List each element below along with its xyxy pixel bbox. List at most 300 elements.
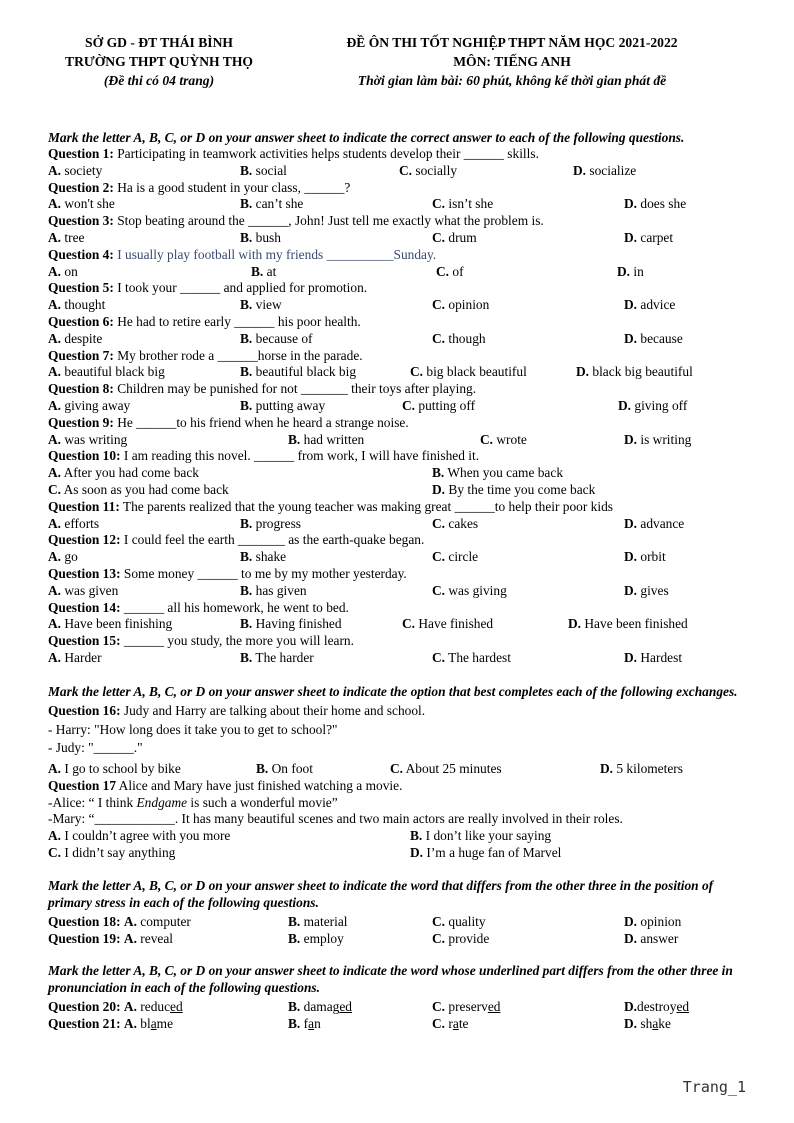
options-row: [48, 163, 748, 180]
option-letter: A.: [48, 515, 62, 531]
answer-option: [48, 196, 115, 213]
answer-option: [576, 364, 693, 381]
question-stem: [48, 448, 748, 465]
option-letter: A.: [123, 913, 137, 929]
option-letter: C.: [432, 649, 446, 665]
option-letter: A.: [123, 1016, 137, 1032]
dialogue-text: -Mary: “: [48, 811, 95, 827]
option-letter: D.: [617, 263, 631, 279]
option-letter: C.: [432, 930, 446, 946]
option-letter: A.: [48, 649, 62, 665]
option-letter: B.: [240, 330, 253, 346]
question-stem: [48, 314, 748, 331]
answer-option: [432, 516, 478, 533]
options-row: [48, 482, 748, 499]
option-letter: B.: [240, 229, 253, 245]
option-text: giving off: [634, 397, 688, 413]
option-letter: C.: [432, 196, 446, 212]
option-letter: C.: [390, 761, 404, 777]
option-text: go: [64, 549, 78, 565]
answer-option: [432, 650, 511, 667]
option-letter: D.: [624, 549, 638, 565]
option-text: Have finished: [418, 616, 494, 632]
option-text: giving away: [64, 397, 131, 413]
option-letter: C.: [48, 845, 62, 861]
answer-option: [48, 931, 173, 948]
question-options-row: [48, 999, 748, 1016]
option-text: answer: [640, 930, 679, 946]
option-letter: B.: [288, 431, 301, 447]
header-right: [318, 33, 706, 90]
section-instruction: Mark the letter A, B, C, or D on your answer sheet to indicate the word whose underlined part differs from the other three in pronunciation in each of the following questions.: [48, 963, 733, 996]
option-text: despite: [64, 330, 103, 346]
options-row: [48, 583, 748, 600]
option-text: though: [448, 330, 486, 346]
answer-option: [432, 482, 595, 499]
option-letter: A.: [48, 431, 62, 447]
question-label: Question 5:: [48, 280, 114, 296]
option-text: reveal: [140, 930, 174, 946]
dialogue-line: [48, 811, 748, 828]
answer-option: [624, 432, 691, 449]
option-letter: A.: [48, 616, 62, 632]
option-letter: D.: [410, 845, 424, 861]
exam-content: [48, 123, 748, 1033]
option-text: employ: [303, 930, 344, 946]
question-label: Question 18:: [48, 913, 121, 929]
answer-option: [600, 761, 683, 778]
underlined-part: a: [150, 1016, 157, 1032]
section-instruction: Mark the letter A, B, C, or D on your answer sheet to indicate the option that best completes each of the following exchanges.: [48, 683, 738, 699]
question-stem: [48, 600, 748, 617]
answer-option: [432, 331, 486, 348]
word-part: damag: [303, 999, 340, 1015]
option-letter: B.: [240, 297, 253, 313]
option-text: advice: [640, 297, 676, 313]
option-letter: A.: [48, 549, 62, 565]
option-letter: A.: [48, 465, 62, 481]
answer-option: [48, 297, 105, 314]
options-row: [48, 828, 748, 845]
answer-option: [432, 931, 489, 948]
answer-option: [48, 845, 175, 862]
option-text: advance: [640, 515, 685, 531]
question-stem: [48, 280, 748, 297]
option-text: is writing: [640, 431, 692, 447]
option-text: society: [64, 162, 103, 178]
options-row: [48, 845, 748, 862]
option-text: Have been finished: [584, 616, 688, 632]
question-text: He had to retire early ______ his poor health.: [113, 313, 361, 329]
word-part: reduc: [140, 999, 171, 1015]
answer-option: [432, 196, 493, 213]
question-stem: [48, 146, 748, 163]
word-part: r: [448, 1016, 453, 1032]
option-text: opinion: [640, 913, 682, 929]
option-letter: A.: [48, 229, 62, 245]
question-stem: [48, 633, 748, 650]
question-text: The parents realized that the young teacher was making great ______to help their poor kids: [119, 498, 614, 514]
option-letter: A.: [48, 297, 62, 313]
option-text: opinion: [448, 297, 490, 313]
question-stem: [48, 703, 748, 720]
question-text: Some money ______ to me by my mother yesterday.: [120, 565, 407, 581]
question-label: Question 19:: [48, 930, 121, 946]
answer-option: [48, 398, 130, 415]
option-letter: D.: [568, 616, 582, 632]
answer-option: [624, 196, 686, 213]
option-text: social: [255, 162, 287, 178]
answer-option: [240, 616, 342, 633]
question-text: Ha is a good student in your class, ______?: [113, 179, 351, 195]
options-row: [48, 650, 748, 667]
question-label: Question 11:: [48, 498, 120, 514]
option-letter: A.: [48, 196, 62, 212]
option-letter: C.: [432, 297, 446, 313]
question-text: My brother rode a ______horse in the parade.: [113, 347, 363, 363]
option-letter: B.: [240, 364, 253, 380]
option-text: tree: [64, 229, 85, 245]
question-label: Question 9:: [48, 414, 114, 430]
word-part: me: [156, 1016, 174, 1032]
option-text: shake: [255, 549, 287, 565]
question-label: Question 14:: [48, 599, 121, 615]
question-text: I usually play football with my friends __________Sunday.: [113, 246, 437, 262]
answer-option: [288, 999, 352, 1016]
option-letter: D.: [624, 582, 638, 598]
option-letter: D.: [624, 913, 638, 929]
option-text: can’t she: [255, 196, 304, 212]
dialogue-text: . It has many beautiful scenes and two main actors are really involved in their roles.: [174, 811, 623, 827]
option-letter: C.: [410, 364, 424, 380]
answer-option: [240, 364, 356, 381]
question-stem: [48, 566, 748, 583]
answer-option: [48, 828, 230, 845]
answer-option: [48, 432, 127, 449]
answer-option: [624, 331, 683, 348]
answer-option: [624, 1016, 671, 1033]
question-options-row: [48, 931, 748, 948]
underlined-part: ed: [339, 999, 352, 1015]
answer-option: [48, 616, 172, 633]
option-text: orbit: [640, 549, 666, 565]
option-text: had written: [303, 431, 365, 447]
option-text: at: [266, 263, 277, 279]
answer-option: [240, 297, 282, 314]
option-letter: B.: [288, 1016, 301, 1032]
question-options-row: [48, 1016, 748, 1033]
option-text: Hardest: [640, 649, 683, 665]
option-text: I don’t like your saying: [425, 828, 552, 844]
option-text: socially: [415, 162, 458, 178]
answer-option: [48, 331, 102, 348]
answer-option: [432, 297, 489, 314]
option-letter: C.: [402, 616, 416, 632]
option-text: By the time you come back: [448, 481, 596, 497]
option-letter: B.: [288, 930, 301, 946]
option-letter: C.: [48, 481, 62, 497]
answer-option: [624, 999, 689, 1016]
underlined-part: a: [652, 1016, 659, 1032]
answer-option: [432, 999, 500, 1016]
option-letter: D.: [624, 229, 638, 245]
exam-title: ĐỀ ÔN THI TỐT NGHIỆP THPT NĂM HỌC 2021-2022: [346, 35, 678, 50]
question-text: Alice and Mary have just finished watching a movie.: [116, 777, 403, 793]
question-stem: [48, 348, 748, 365]
question-stem: [48, 180, 748, 197]
option-text: progress: [255, 515, 302, 531]
option-text: wrote: [496, 431, 527, 447]
answer-option: [48, 465, 199, 482]
option-text: putting away: [255, 397, 326, 413]
answer-option: [48, 516, 99, 533]
answer-option: [240, 398, 325, 415]
option-letter: B.: [240, 549, 253, 565]
option-letter: B.: [410, 828, 423, 844]
question-label: Question 15:: [48, 633, 121, 649]
option-letter: B.: [256, 761, 269, 777]
option-text: has given: [255, 582, 307, 598]
option-text: Harder: [64, 649, 102, 665]
answer-option: [48, 482, 229, 499]
option-text: computer: [140, 913, 191, 929]
option-text: carpet: [640, 229, 674, 245]
answer-option: [256, 761, 313, 778]
option-letter: D.: [600, 761, 614, 777]
answer-option: [410, 845, 561, 862]
option-text: 5 kilometers: [616, 761, 683, 777]
options-row: [48, 616, 748, 633]
answer-option: [432, 583, 507, 600]
option-text: isn’t she: [448, 196, 494, 212]
options-row: [48, 432, 748, 449]
option-letter: D.: [624, 1016, 638, 1032]
option-text: putting off: [418, 397, 476, 413]
option-letter: B.: [432, 465, 445, 481]
option-text: efforts: [64, 515, 100, 531]
question-stem: [48, 213, 748, 230]
answer-option: [251, 264, 276, 281]
answer-option: [573, 163, 636, 180]
option-text: beautiful black big: [255, 364, 357, 380]
option-letter: B.: [288, 999, 301, 1015]
answer-option: [48, 264, 78, 281]
underlined-part: a: [452, 1016, 459, 1032]
option-text: socialize: [589, 162, 637, 178]
dialogue-text: is such a wonderful movie”: [187, 794, 338, 810]
answer-option: [390, 761, 502, 778]
page-count-note: (Đề thi có 04 trang): [103, 73, 215, 88]
option-text: was writing: [64, 431, 128, 447]
answer-option: [410, 364, 527, 381]
option-text: On foot: [271, 761, 313, 777]
option-text: material: [303, 913, 348, 929]
section-instruction: Mark the letter A, B, C, or D on your answer sheet to indicate the correct answer to each of the following questions.: [48, 130, 685, 145]
option-text: provide: [448, 930, 490, 946]
question-text: Stop beating around the ______, John! Just tell me exactly what the problem is.: [113, 213, 544, 229]
option-text: beautiful black big: [64, 364, 165, 380]
page-footer: Trang_1: [682, 1078, 746, 1096]
option-letter: B.: [251, 263, 264, 279]
time-note: Thời gian làm bài: 60 phút, không kể thời gian phát đề: [357, 73, 667, 88]
word-part: bl: [140, 1016, 151, 1032]
answer-option: [240, 196, 303, 213]
option-text: big black beautiful: [426, 364, 527, 380]
answer-option: [624, 230, 673, 247]
answer-option: [480, 432, 527, 449]
option-letter: C.: [432, 330, 446, 346]
department-name: SỞ GD - ĐT THÁI BÌNH: [85, 35, 233, 50]
option-letter: C.: [480, 431, 494, 447]
option-letter: B.: [240, 582, 253, 598]
underlined-part: a: [308, 1016, 315, 1032]
section-gap: [48, 667, 748, 679]
options-row: [48, 264, 748, 281]
question-label: Question 2:: [48, 179, 114, 195]
school-name: TRƯỜNG THPT QUỲNH THỌ: [65, 54, 253, 69]
answer-option: [624, 650, 682, 667]
option-text: cakes: [448, 515, 479, 531]
answer-option: [402, 398, 475, 415]
option-letter: D.: [624, 515, 638, 531]
option-text: I’m a huge fan of Marvel: [426, 845, 562, 861]
option-letter: A.: [48, 397, 62, 413]
question-text: ______ all his homework, he went to bed.: [120, 599, 349, 615]
option-text: was given: [64, 582, 119, 598]
word-part: destroy: [637, 999, 677, 1015]
question-label: Question 1:: [48, 146, 114, 161]
option-letter: B.: [240, 162, 253, 178]
answer-option: [617, 264, 644, 281]
option-text: I couldn’t agree with you more: [64, 828, 231, 844]
dialogue-text: -Alice: “ I think: [48, 794, 137, 810]
option-letter: C.: [432, 913, 446, 929]
word-part: sh: [640, 1016, 653, 1032]
option-text: The hardest: [448, 649, 511, 665]
word-part: ke: [658, 1016, 671, 1032]
question-text: Children may be punished for not _______ their toys after playing.: [113, 381, 477, 397]
option-text: bush: [255, 229, 281, 245]
answer-option: [288, 914, 348, 931]
answer-blank: ____________: [94, 811, 175, 827]
option-text: Having finished: [255, 616, 342, 632]
answer-option: [618, 398, 687, 415]
option-letter: B.: [240, 515, 253, 531]
question-label: Question 6:: [48, 313, 114, 329]
answer-option: [410, 828, 551, 845]
options-row: [48, 230, 748, 247]
options-row: [48, 398, 748, 415]
option-letter: B.: [288, 913, 301, 929]
question-text: I am reading this novel. ______ from work, I will have finished it.: [120, 448, 480, 464]
question-label: Question 17: [48, 777, 117, 793]
section-gap: [48, 862, 748, 873]
answer-option: [48, 230, 84, 247]
option-text: thought: [64, 297, 106, 313]
option-letter: D.: [618, 397, 632, 413]
question-label: Question 4:: [48, 246, 114, 262]
answer-option: [399, 163, 457, 180]
section-gap: [48, 947, 748, 958]
option-letter: C.: [432, 229, 446, 245]
option-letter: C.: [402, 397, 416, 413]
answer-option: [624, 549, 666, 566]
option-text: About 25 minutes: [405, 761, 502, 777]
answer-option: [432, 230, 477, 247]
option-text: black big beautiful: [592, 364, 693, 380]
question-text: Participating in teamwork activities helps students develop their ______ skills.: [113, 146, 539, 161]
option-letter: D.: [624, 330, 638, 346]
underlined-part: ed: [170, 999, 183, 1015]
answer-option: [48, 999, 183, 1016]
question-label: Question 12:: [48, 532, 121, 548]
option-text: on: [64, 263, 78, 279]
answer-option: [240, 583, 307, 600]
option-text: in: [633, 263, 644, 279]
option-letter: C.: [399, 162, 413, 178]
answer-option: [288, 1016, 321, 1033]
question-stem: [48, 381, 748, 398]
option-letter: A.: [48, 263, 62, 279]
option-letter: A.: [48, 828, 62, 844]
options-row: [48, 761, 748, 778]
answer-option: [432, 465, 563, 482]
question-label: Question 20:: [48, 999, 121, 1015]
option-letter: C.: [432, 1016, 446, 1032]
section-instruction: Mark the letter A, B, C, or D on your answer sheet to indicate the word that differs from the other three in the position of primary stress in each of the following questions.: [48, 877, 714, 910]
option-text: When you came back: [447, 465, 564, 481]
word-part: te: [458, 1016, 469, 1032]
answer-option: [624, 583, 669, 600]
answer-option: [240, 549, 286, 566]
question-label: Question 16:: [48, 702, 121, 718]
option-text: view: [255, 297, 282, 313]
dialogue-line: [48, 795, 748, 812]
word-part: preserv: [448, 999, 488, 1015]
option-text: Have been finishing: [64, 616, 173, 632]
option-letter: A.: [48, 330, 62, 346]
option-letter: C.: [432, 515, 446, 531]
question-label: Question 8:: [48, 381, 114, 397]
option-letter: C.: [432, 549, 446, 565]
option-letter: D.: [624, 431, 638, 447]
answer-option: [432, 1016, 468, 1033]
option-letter: B.: [240, 649, 253, 665]
question-label: Question 10:: [48, 448, 121, 464]
option-letter: D.: [624, 930, 638, 946]
question-text: ______ you study, the more you will learn.: [120, 633, 354, 649]
question-stem: [48, 532, 748, 549]
answer-option: [568, 616, 688, 633]
option-letter: D.: [624, 999, 638, 1015]
question-text: Judy and Harry are talking about their home and school.: [120, 702, 426, 718]
underlined-part: ed: [676, 999, 690, 1015]
answer-option: [288, 432, 364, 449]
options-row: [48, 297, 748, 314]
option-letter: B.: [240, 196, 253, 212]
option-letter: D.: [624, 196, 638, 212]
option-letter: D.: [432, 481, 446, 497]
option-letter: B.: [240, 397, 253, 413]
option-text: I go to school by bike: [64, 761, 181, 777]
question-label: Question 7:: [48, 347, 114, 363]
option-letter: A.: [48, 364, 62, 380]
word-part: n: [314, 1016, 321, 1032]
question-stem: [48, 415, 748, 432]
answer-option: [432, 549, 478, 566]
answer-option: [48, 1016, 173, 1033]
option-text: circle: [448, 549, 479, 565]
